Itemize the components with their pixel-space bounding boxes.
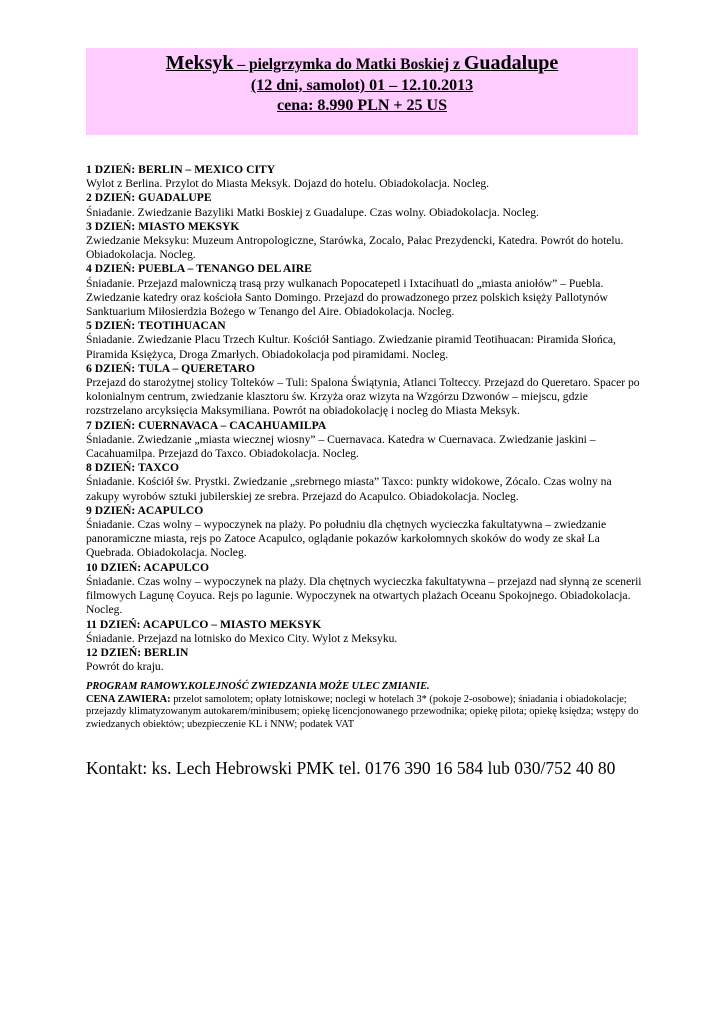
- day-4: [86, 262, 646, 319]
- day-12: [86, 646, 646, 674]
- day-title: 10 DZIEŃ: ACAPULCO: [86, 560, 210, 574]
- trip-price: cena: 8.990 PLN + 25 US: [277, 97, 447, 114]
- day-2: [86, 191, 646, 219]
- day-description: Powrót do kraju.: [86, 660, 164, 674]
- title-place: Guadalupe: [463, 52, 559, 74]
- day-description: Śniadanie. Czas wolny – wypoczynek na plaży. Dla chętnych wycieczka fakultatywna – przejazd nad słynną ze scenerii filmowych Lagunę Coyuca. Rejs po lagunie. Wypoczynek na otwartych plażach Oceanu Spokojnego. Obiadokolacja. Nocleg.: [86, 574, 642, 617]
- day-8: [86, 461, 646, 504]
- day-title: 3 DZIEŃ: MIASTO MEKSYK: [86, 219, 240, 233]
- day-description: Przejazd do starożytnej stolicy Tolteków – Tuli: Spalona Świątynia, Atlanci Tolteccy. Przejazd do Queretaro. Spacer po kolonialnym centrum, zwiedzanie klasztoru św. Krzyża oraz wizyta na Wzgórzu Dzwonów – miejscu, gdzie rozstrzelano arcyksięcia Maksymiliana. Powrót na obiadokolację i nocleg do Miasta Meksyk.: [86, 376, 640, 418]
- contact-line: Kontakt: ks. Lech Hebrowski PMK tel. 0176 390 16 584 lub 030/752 40 80: [86, 758, 616, 778]
- program-disclaimer: PROGRAM RAMOWY.KOLEJNOŚĆ ZWIEDZANIA MOŻE ULEC ZMIANIE.: [86, 681, 430, 692]
- day-description: Wylot z Berlina. Przylot do Miasta Meksyk. Dojazd do hotelu. Obiadokolacja. Nocleg.: [86, 177, 490, 191]
- day-description: Śniadanie. Zwiedzanie „miasta wiecznej wiosny” – Cuernavaca. Katedra w Cuernavaca. Zwiedzanie jaskini – Cacahuamilpa. Przejazd do Taxco. Obiadokolacja. Nocleg.: [86, 432, 596, 461]
- header-box: [86, 48, 638, 135]
- day-description: Śniadanie. Zwiedzanie Placu Trzech Kultur. Kościół Santiago. Zwiedzanie piramid Teotihuacan: Piramida Słońca, Piramida Księżyca, Droga Zmarłych. Obiadokolacja pod piramidami. Nocleg.: [86, 333, 616, 361]
- day-title: 7 DZIEŃ: CUERNAVACA – CACAHUAMILPA: [86, 418, 327, 432]
- day-title: 5 DZIEŃ: TEOTIHUACAN: [86, 319, 226, 333]
- title-country: Meksyk: [165, 52, 234, 74]
- price-includes-label: CENA ZAWIERA:: [86, 693, 171, 705]
- day-5: [86, 319, 646, 362]
- day-description: Śniadanie. Kościół św. Prystki. Zwiedzanie „srebrnego miasta” Taxco: punkty widokowe, Zócalo. Czas wolny na zakupy wyrobów sztuki jubilerskiej ze srebra. Przejazd do Acapulco. Obiadokolacja. Nocleg.: [86, 475, 612, 503]
- day-3: [86, 220, 646, 263]
- title-subtitle: – pielgrzymka do Matki Boskiej z: [233, 56, 464, 73]
- day-title: 8 DZIEŃ: TAXCO: [86, 461, 179, 475]
- day-title: 12 DZIEŃ: BERLIN: [86, 645, 189, 659]
- day-title: 2 DZIEŃ: GUADALUPE: [86, 191, 212, 205]
- day-7: [86, 419, 646, 462]
- day-description: Śniadanie. Przejazd na lotnisko do Mexico City. Wylot z Meksyku.: [86, 631, 398, 645]
- day-description: Śniadanie. Czas wolny – wypoczynek na plaży. Po południu dla chętnych wycieczka fakultatywna – zwiedzanie panoramiczne miasta, rejs po Zatoce Acapulco, oglądanie pokazów karkołomnych skoków do wody ze skał La Quebrada. Obiadokolacja. Nocleg.: [86, 518, 607, 560]
- day-title: 1 DZIEŃ: BERLIN – MEXICO CITY: [86, 163, 276, 176]
- day-6: [86, 362, 646, 419]
- day-10: [86, 561, 646, 618]
- day-11: [86, 618, 646, 646]
- day-title: 11 DZIEŃ: ACAPULCO – MIASTO MEKSYK: [86, 617, 322, 631]
- program-list: [86, 163, 646, 674]
- day-description: Śniadanie. Przejazd malowniczą trasą przy wulkanach Popocatepetl i Ixtacihuatl do „miasta aniołów” – Puebla. Zwiedzanie katedry oraz kościoła Santo Domingo. Przejazd do prowadzonego przez polskich księży Pallotynów Sanktuarium Miłosierdzia Bożego w Tenango del Aire. Obiadokolacja. Nocleg.: [86, 276, 608, 319]
- day-title: 9 DZIEŃ: ACAPULCO: [86, 503, 204, 517]
- trip-dates: (12 dni, samolot) 01 – 12.10.2013: [250, 77, 474, 94]
- page-title: [86, 52, 638, 76]
- price-includes-text: przelot samolotem; opłaty lotniskowe; noclegi w hotelach 3* (pokoje 2-osobowe); śniadania i obiadokolacje; przejazdy klimatyzowanym autokarem/minibusem; opiekę licencjonowanego przewodnika; opiekę pilota; opiekę księdza; wstępy do zwiedzanych obiektów; ubezpieczenie KL i NNW; podatek VAT: [86, 693, 639, 730]
- day-1: [86, 163, 646, 191]
- price-includes: [86, 694, 646, 732]
- day-description: Zwiedzanie Meksyku: Muzeum Antropologiczne, Starówka, Zocalo, Pałac Prezydencki, Katedra. Powrót do hotelu. Obiadokolacja. Nocleg.: [86, 234, 624, 262]
- day-title: 4 DZIEŃ: PUEBLA – TENANGO DEL AIRE: [86, 262, 312, 276]
- day-9: [86, 504, 646, 561]
- day-title: 6 DZIEŃ: TULA – QUERETARO: [86, 361, 255, 375]
- notes-section: [86, 681, 646, 731]
- day-description: Śniadanie. Zwiedzanie Bazyliki Matki Boskiej z Guadalupe. Czas wolny. Obiadokolacja. Nocleg.: [86, 205, 539, 219]
